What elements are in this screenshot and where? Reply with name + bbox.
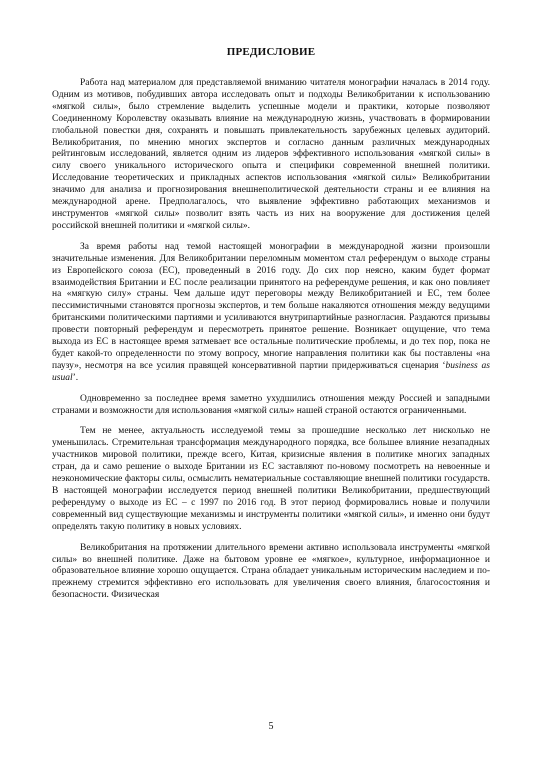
- paragraph-3: Одновременно за последнее время заметно ухудшились отношения между Россией и западными странами и возможности для использования «мягкой силы» нашей страной остаются ограниченными.: [52, 393, 490, 416]
- document-body: [52, 78, 490, 602]
- italic-phrase: business as usual: [52, 360, 490, 383]
- page-title: ПРЕДИСЛОВИЕ: [226, 46, 316, 58]
- page-number: 5: [268, 721, 274, 732]
- paragraph-2: За время работы над темой настоящей монографии в международной жизни произошли значительные изменения. Для Великобритании переломным моментом стал референдум о выходе страны из Европейского союза (ЕС), проведенный в 2016 году. До сих пор неясно, каким будет формат взаимодействия Британии и ЕС после реализации принятого на референдуме решения, и как оно повлияет на «мягкую силу» страны. Чем дальше идут переговоры между Великобританией и ЕС, тем более пессимистичными становятся прогнозы экспертов, и тем больше накаляются отношения между ведущими британскими политическими партиями и усиливаются внутрипартийные разногласия. Раздаются призывы провести повторный референдум и пересмотреть принятое решение. Возникает ощущение, что тема выхода из ЕС в настоящее время затмевает все остальные политические проблемы, и до тех пор, пока не будет какой-то определенности по этому вопросу, многие направления политики как бы поставлены «на паузу», несмотря на все усилия правящей консервативной партии придерживаться сценария ‘business as usual’.: [52, 241, 490, 383]
- paragraph-5: Великобритания на протяжении длительного времени активно использовала инструменты «мягкой силы» во внешней политике. Даже на бытовом уровне ее «мягкое», культурное, информационное и образовательное влияние хорошо ощущается. Страна обладает уникальным историческим наследием и по-прежнему стремится эффективно его использовать для увеличения своего влияния, благосостояния и безопасности. Физическая: [52, 542, 490, 601]
- paragraph-1: Работа над материалом для представляемой вниманию читателя монографии началась в 2014 году. Одним из мотивов, побудивших автора исследовать опыт и подходы Великобритании к использованию «мягкой силы», было стремление выделить успешные модели и практики, которые позволяют Соединенному Королевству оказывать влияние на международную жизнь, участвовать в формировании глобальной повестки дня, сохранять и повышать привлекательность зарубежных целевых аудиторий. Великобритания, по мнению многих экспертов и согласно данным различных международных рейтинговым исследований, является одним из лидеров эффективного использования «мягкой силы» в силу своего уникального исторического опыта и специфики современной внешней политики. Исследование теоретических и прикладных аспектов использования «мягкой силы» Великобритании значимо для анализа и прогнозирования внешнеполитической деятельности страны и ее влияния на международной арене. Предполагалось, что выявление эффективно работающих механизмов и инструментов «мягкой силы» позволит взять часть из них на вооружение для достижения целей российской внешней политики и «мягкой силы».: [52, 78, 490, 231]
- paragraph-4: Тем не менее, актуальность исследуемой темы за прошедшие несколько лет нисколько не уменьшилась. Стремительная трансформация международного порядка, все большее влияние незападных участников мировой политики, прежде всего, Китая, кризисные явления в политике многих западных стран, да и само решение о выходе Британии из ЕС заставляют по-новому посмотреть на невоенные и неэкономические факторы силы, осмыслить нематериальные составляющие внешней политики государств. В настоящей монографии исследуется период внешней политики Великобритании, предшествующий референдуму о выходе из ЕС – с 1997 по 2016 год. В этот период формировались новые и получили современный вид существующие механизмы и инструменты политики «мягкой силы», и именно они будут определять такую политику в новых условиях.: [52, 426, 490, 532]
